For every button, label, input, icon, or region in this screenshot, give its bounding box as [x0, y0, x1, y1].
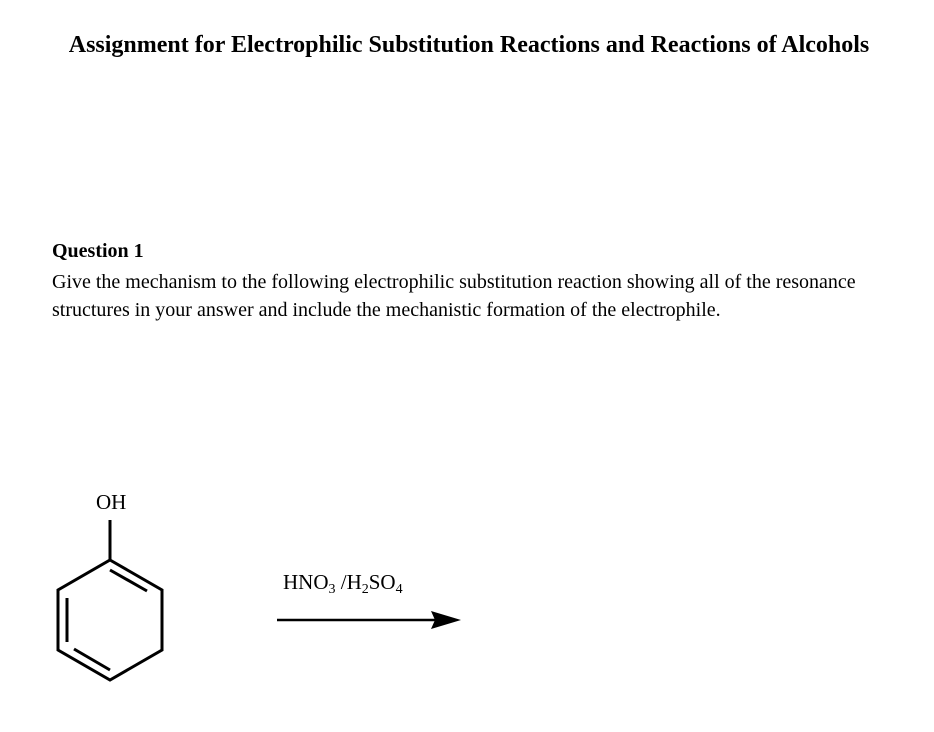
reagent-part-2: $/H_2$: [335, 570, 369, 597]
reagent-label: [283, 570, 403, 598]
reaction-scheme: [40, 490, 540, 720]
reagent-part-1: $HNO_3$: [283, 570, 336, 597]
reaction-arrow-icon: [275, 608, 465, 637]
reagent-subscript: 2: [361, 581, 369, 597]
benzene-ring-icon: [40, 512, 180, 722]
question-text: Give the mechanism to the following electrophilic substitution reaction showing all of the resonance structures in your answer and include the mechanistic formation of the electrophile.: [52, 271, 856, 322]
page-title: Assignment for Electrophilic Substitution Reactions and Reactions of Alcohols: [68, 32, 870, 58]
reagent-subscript: 3: [328, 581, 336, 597]
hydroxyl-label: OH: [96, 490, 127, 514]
reagent-subscript: 4: [395, 581, 403, 597]
question-heading: Question 1: [52, 240, 144, 262]
reagent-part-3: $SO_4$: [368, 570, 403, 597]
